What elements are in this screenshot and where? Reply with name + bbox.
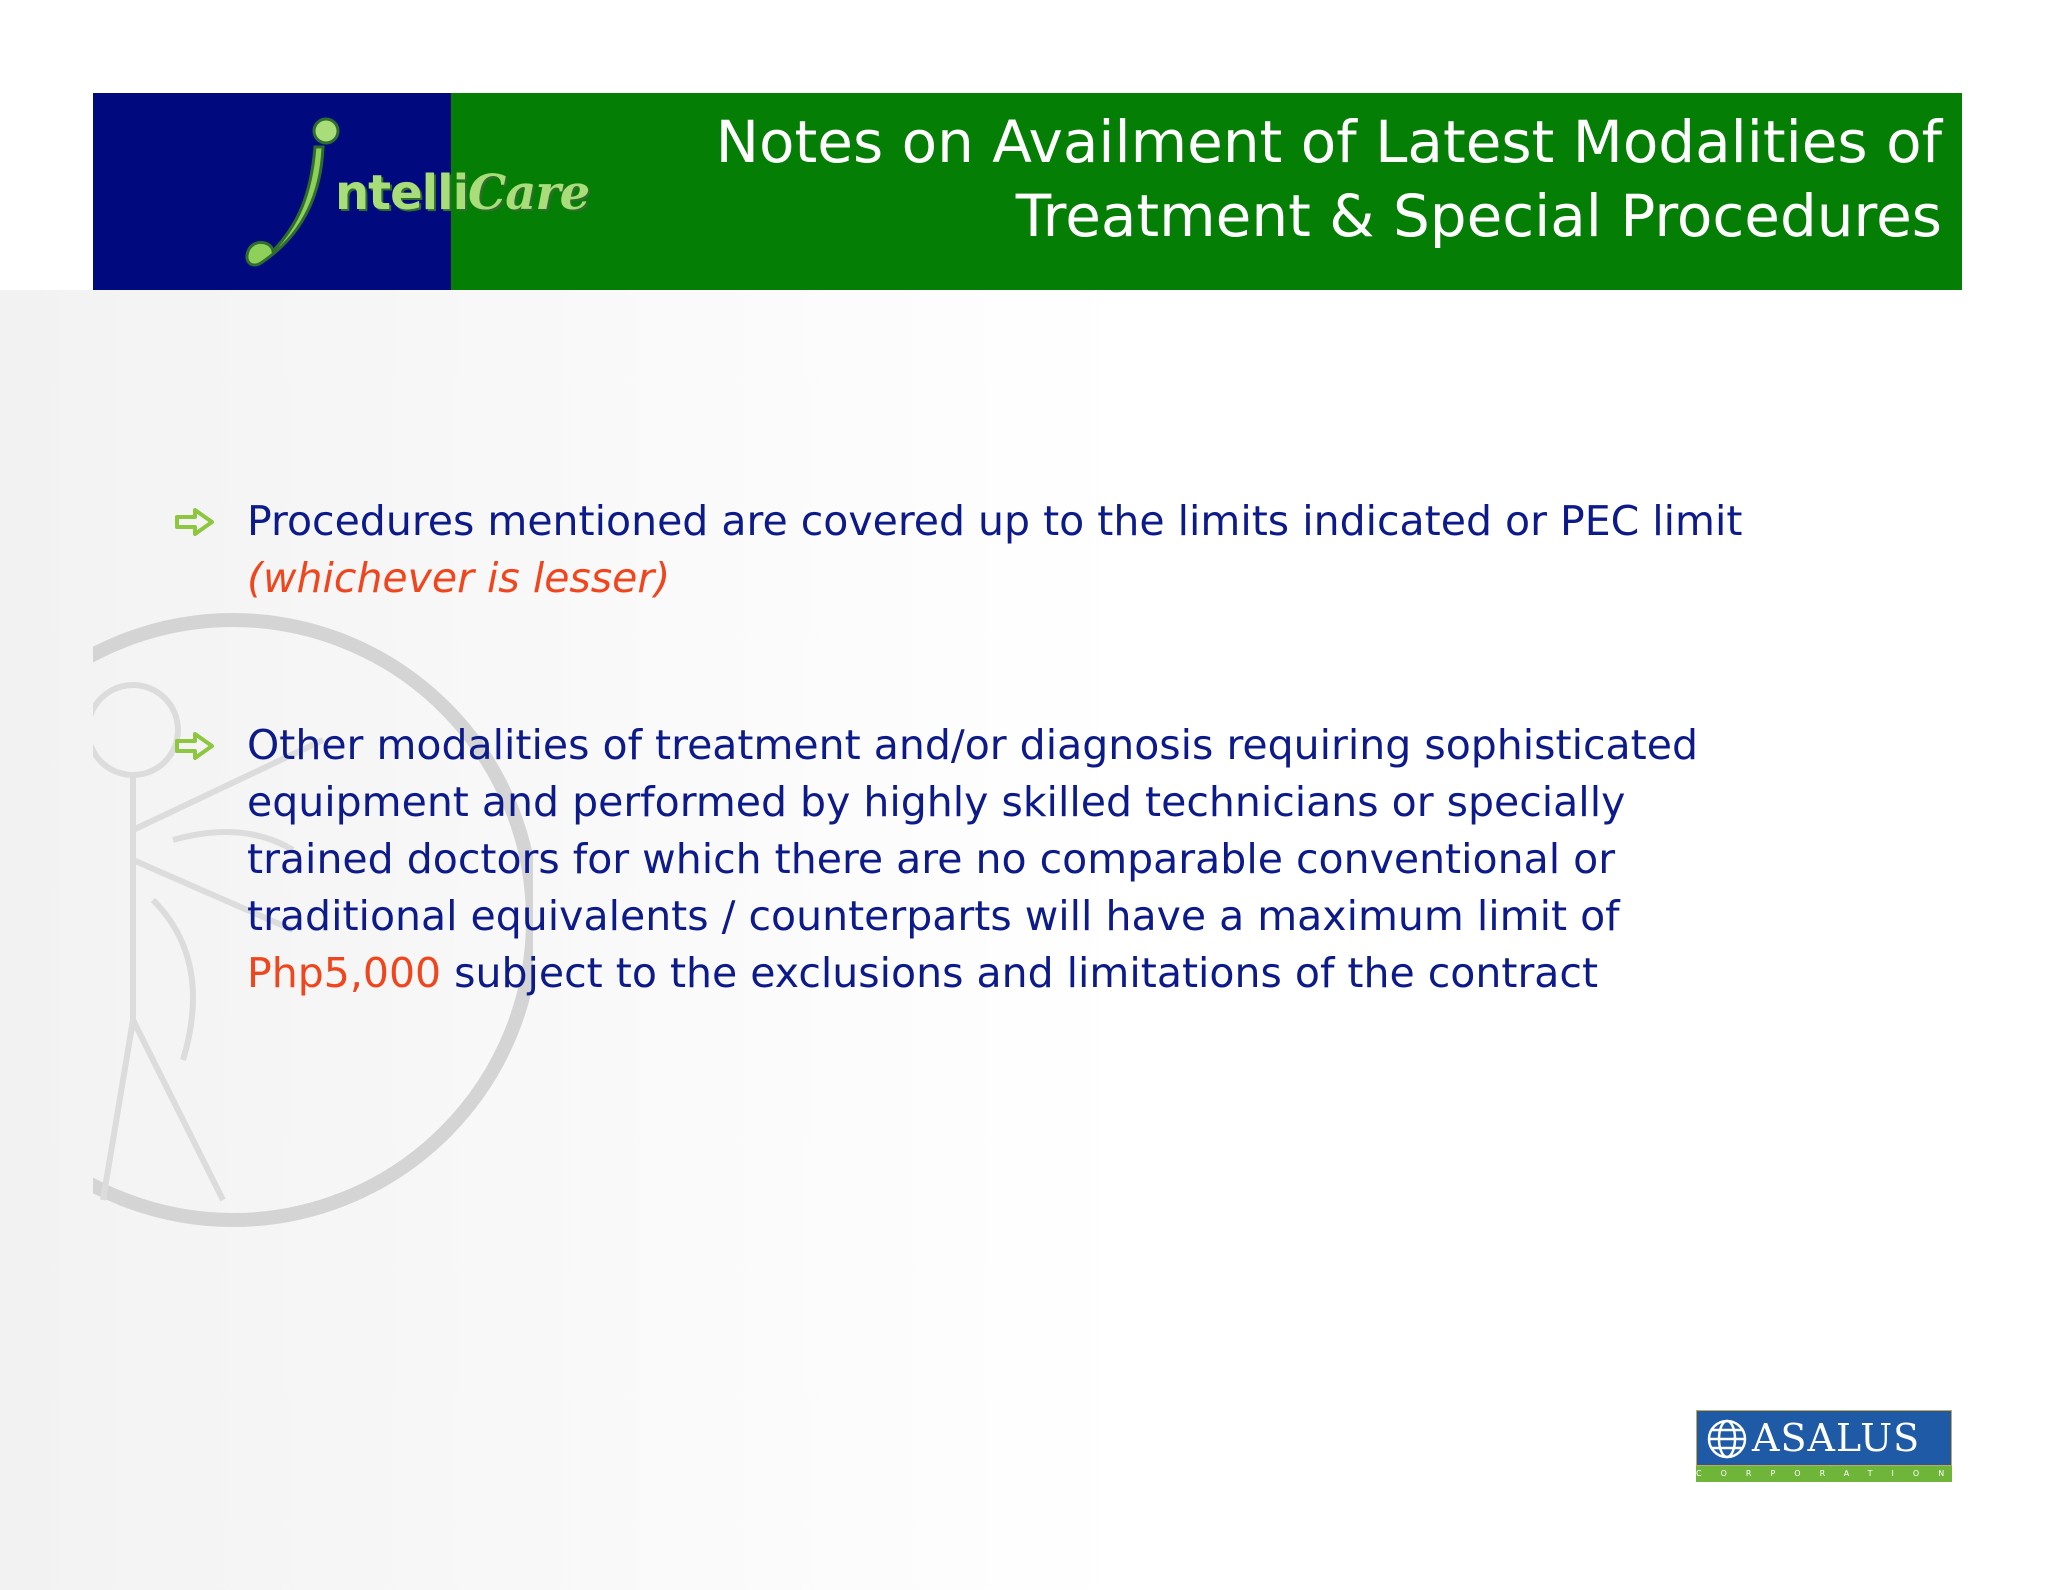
bullet-highlight-amount: Php5,000 — [247, 949, 442, 997]
asalus-subtitle: CORPORATION — [1696, 1469, 1964, 1478]
intellicare-logo — [243, 115, 643, 275]
asalus-wordmark: ASALUS — [1752, 1416, 1921, 1460]
asalus-logo — [1696, 1410, 1964, 1482]
bullet-item — [175, 717, 1775, 1002]
title-line-2: Treatment & Special Procedures — [1015, 182, 1942, 250]
header-banner — [93, 93, 1962, 290]
bullet-list — [175, 493, 1775, 1002]
title-line-1: Notes on Availment of Latest Modalities of — [715, 108, 1942, 176]
arrow-right-icon — [175, 731, 215, 761]
arrow-right-icon — [175, 507, 215, 537]
bullet-text: Procedures mentioned are covered up to the limits indicated or PEC limit — [247, 497, 1743, 545]
logo-text-care: Care — [468, 165, 590, 221]
bullet-highlight: (whichever is lesser) — [247, 554, 671, 602]
bullet-item — [175, 493, 1775, 607]
globe-icon — [1706, 1418, 1748, 1460]
slide-title — [642, 105, 1942, 253]
bullet-text-after: subject to the exclusions and limitations of the contract — [441, 949, 1599, 997]
logo-text-intelli: ntelli — [335, 165, 469, 221]
bullet-text: Other modalities of treatment and/or diagnosis requiring sophisticated equipment and performed by highly skilled technicians or specially trained doctors for which there are no comparable conventional or traditional equivalents / counterparts will have a maximum limit of — [247, 721, 1698, 940]
intellicare-wordmark — [335, 165, 589, 221]
